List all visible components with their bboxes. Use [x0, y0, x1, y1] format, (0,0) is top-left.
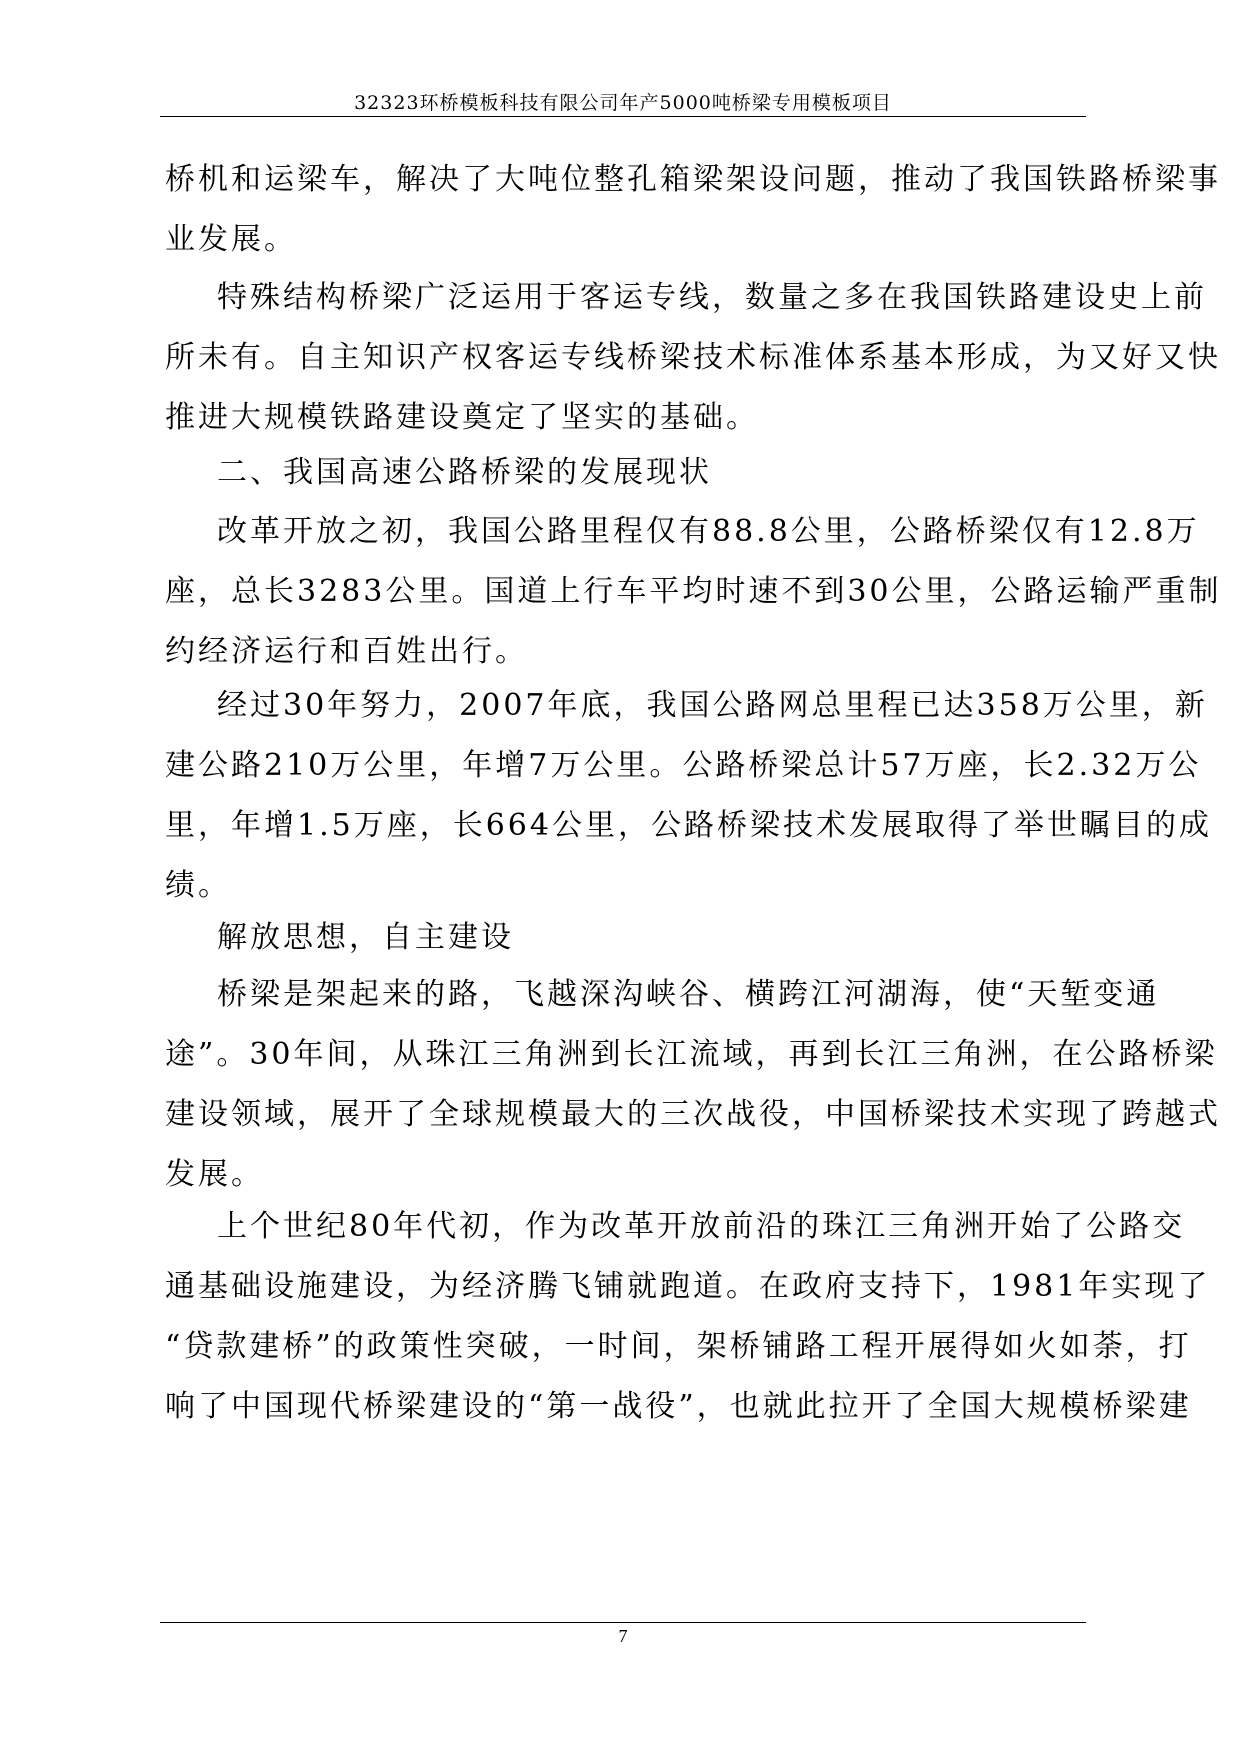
text-line: 途”。30年间，从珠江三角洲到长江流域，再到长江三角洲，在公路桥梁 [165, 1037, 1218, 1072]
paragraph-continuation [165, 150, 1221, 270]
text-line: 上个世纪80年代初，作为改革开放前沿的珠江三角洲开始了公路交 [217, 1209, 1186, 1244]
text-line: “贷款建桥”的政策性突破，一时间，架桥铺路工程开展得如火如荼，打 [165, 1329, 1192, 1364]
subheading [165, 908, 1085, 968]
text-line: 绩。 [165, 868, 231, 903]
text-line: 通基础设施建设，为经济腾飞铺就跑道。在政府支持下，1981年实现了 [165, 1269, 1211, 1304]
text-line: 建公路210万公里，年增7万公里。公路桥梁总计57万座，长2.32万公 [165, 748, 1202, 783]
page-header-title: 32323环桥模板科技有限公司年产5000吨桥梁专用模板项目 [354, 92, 892, 114]
text-line: 响了中国现代桥梁建设的“第一战役”，也就此拉开了全国大规模桥梁建 [165, 1389, 1192, 1424]
text-line: 改革开放之初，我国公路里程仅有88.8公里，公路桥梁仅有12.8万 [217, 514, 1200, 549]
footer-divider [160, 1622, 1086, 1623]
text-line: 里，年增1.5万座，长664公里，公路桥梁技术发展取得了举世瞩目的成 [165, 808, 1212, 843]
paragraph-pearl-river [165, 1197, 1211, 1437]
header-divider [160, 116, 1086, 117]
paragraph-special-bridges [165, 268, 1221, 448]
text-line: 推进大规模铁路建设奠定了坚实的基础。 [165, 400, 759, 435]
text-line: 发展。 [165, 1157, 264, 1192]
section-heading [165, 443, 1085, 503]
paragraph-bridges-roads [165, 965, 1221, 1205]
text-line: 业发展。 [165, 222, 297, 257]
text-line: 桥梁是架起来的路，飞越深沟峡谷、横跨江河湖海，使“天堑变通 [217, 977, 1160, 1012]
text-line: 所未有。自主知识产权客运专线桥梁技术标准体系基本形成，为又好又快 [165, 340, 1221, 375]
text-line: 座，总长3283公里。国道上行车平均时速不到30公里，公路运输严重制 [165, 574, 1222, 609]
section-heading-text: 二、我国高速公路桥梁的发展现状 [217, 455, 712, 490]
paragraph-thirty-years [165, 676, 1212, 916]
text-line: 约经济运行和百姓出行。 [165, 634, 528, 669]
subheading-text: 解放思想，自主建设 [217, 920, 514, 955]
text-line: 建设领域，展开了全球规模最大的三次战役，中国桥梁技术实现了跨越式 [165, 1097, 1221, 1132]
text-line: 特殊结构桥梁广泛运用于客运专线，数量之多在我国铁路建设史上前 [217, 280, 1207, 315]
paragraph-reform-start [165, 502, 1222, 682]
page-number: 7 [618, 1626, 628, 1646]
text-line: 经过30年努力，2007年底，我国公路网总里程已达358万公里，新 [217, 688, 1208, 723]
text-line: 桥机和运梁车，解决了大吨位整孔箱梁架设问题，推动了我国铁路桥梁事 [165, 162, 1221, 197]
